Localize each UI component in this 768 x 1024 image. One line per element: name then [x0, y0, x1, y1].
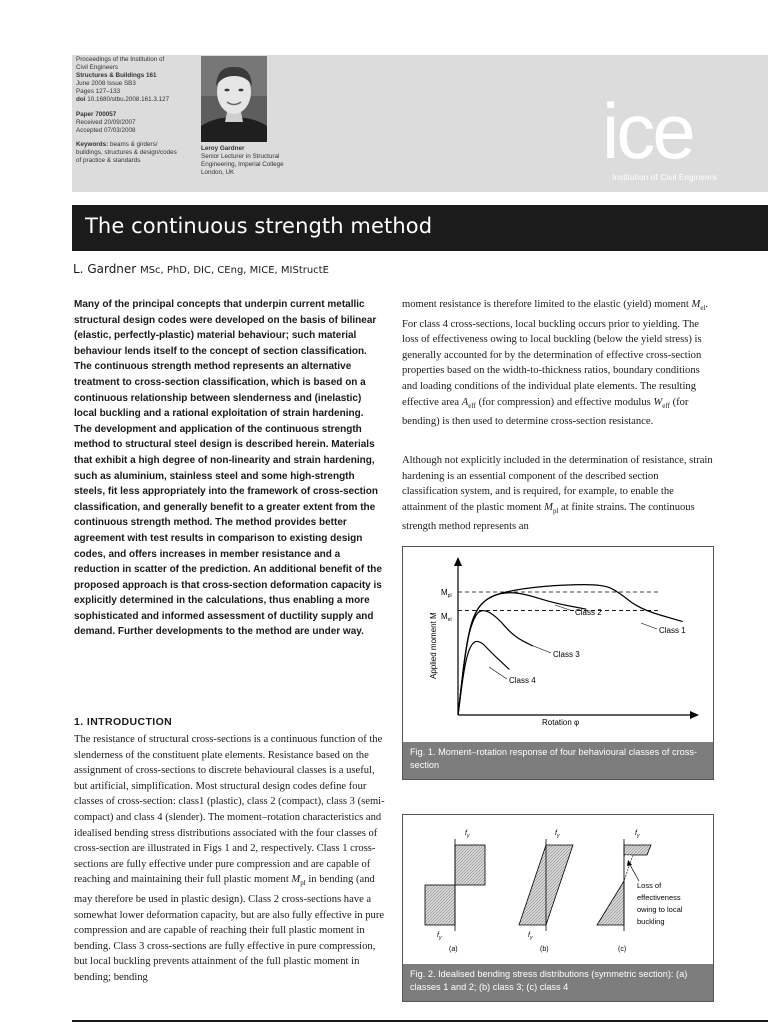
journal-line-2: Civil Engineers — [76, 64, 118, 72]
ice-logo-text: ice — [602, 88, 693, 175]
figure-1-caption: Fig. 1. Moment–rotation response of four behavioural classes of cross-section — [403, 742, 713, 779]
doi — [76, 96, 196, 104]
figure-2 — [402, 814, 714, 1002]
sub-label-b: (b) — [540, 946, 549, 953]
author-line — [73, 262, 329, 276]
doi-label: doi — [76, 96, 86, 104]
issue: June 2008 Issue SB3 — [76, 80, 136, 88]
fy-label-b-top: $f_y$ — [555, 830, 560, 839]
title-bar — [72, 205, 768, 251]
annotation-line-4: buckling — [637, 917, 665, 926]
mpl-label: $M_{pl}$ — [441, 588, 452, 599]
author-box — [201, 145, 311, 177]
sub-label-a: (a) — [449, 946, 458, 953]
author-photo — [201, 56, 267, 142]
x-axis-label: Rotation φ — [542, 718, 580, 727]
label-class-3: Class 3 — [553, 650, 580, 659]
fy-label-c-top: $f_y$ — [635, 830, 640, 839]
mel-label: $M_{el}$ — [441, 612, 452, 623]
figure-1 — [402, 546, 714, 780]
keywords-3: of practice & standards — [76, 157, 141, 165]
section-heading-introduction: 1. INTRODUCTION — [74, 716, 173, 728]
right-paragraph-2: Although not explicitly included in the determination of resistance, strain hardening is an essential component of the described section classification system, and is required, for example, to enable the attainment of the plastic moment $M_{pl}$ at finite strains. The continuous strength method represents an — [402, 455, 713, 533]
publication-meta — [76, 56, 196, 165]
label-class-2: Class 2 — [575, 608, 602, 617]
received-date: Received 20/09/2007 — [76, 118, 136, 126]
leader-class-4 — [489, 667, 507, 679]
leader-class-3 — [531, 645, 551, 653]
label-class-4: Class 4 — [509, 676, 536, 685]
keywords-1: beams & girders/ — [109, 140, 158, 148]
doi-value[interactable]: 10.1680/stbu.2008.161.3.127 — [87, 96, 170, 104]
fy-label-a-bottom: $f_y$ — [437, 932, 442, 941]
paper-number: Paper 700057 — [76, 110, 117, 118]
label-class-1: Class 1 — [659, 626, 686, 635]
stress-block-b — [519, 839, 573, 931]
figure-2-caption: Fig. 2. Idealised bending stress distributions (symmetric section): (a) classes 1 and 2; (b) class 3; (c) class 4 — [403, 964, 713, 1001]
annotation-line-1: Loss of — [637, 881, 662, 890]
curve-class-3 — [458, 611, 533, 715]
y-axis-label: Applied moment M — [429, 612, 438, 679]
author-box-location: London, UK — [201, 169, 235, 177]
pages: Pages 127–133 — [76, 88, 121, 96]
annotation-line-2: effectiveness — [637, 893, 681, 902]
journal-line-1: Proceedings of the Institution of — [76, 56, 165, 63]
abstract: Many of the principal concepts that underpin current metallic structural design codes were developed on the basis of bilinear (elastic, perfectly-plastic) material behaviour; such material behaviour lends itself to the concept of section classification. The continuous strength method represents an alternative treatment to cross-section classification, which is based on a continuous relationship between slenderness and (inelastic) local buckling and a rational exploitation of strain hardening. The development and application of the continuous strength method to structural steel design is described herein. Materials that exhibit a high degree of non-linearity and strain hardening, such as aluminium, stainless steel and some high-strength steels, fit less appropriately into the framework of cross-section classification, and generally benefit to a greater extent from the continuous strength method. The method provides better agreement with test results in comparison to existing design codes, and offers increases in member resistance and a reduction in scatter of the prediction. An additional benefit of the proposed approach is that cross-section deformation capacity is explicitly determined in the calculations, thus enabling a more sophisticated and informed assessment of ductility supply and demand. Further developments to the method are under way. — [74, 299, 382, 638]
stress-distribution-diagram — [403, 815, 713, 965]
stress-block-a — [425, 839, 485, 931]
journal-name: Structures & Buildings 161 — [76, 72, 157, 80]
bottom-rule — [72, 1020, 768, 1022]
accepted-date: Accepted 07/03/2008 — [76, 126, 136, 134]
fy-label-a-top: $f_y$ — [465, 830, 470, 839]
article-title: The continuous strength method — [85, 214, 433, 238]
sub-label-c: (c) — [618, 946, 627, 953]
author-qualifications: MSc, PhD, DIC, CEng, MICE, MIStructE — [140, 265, 329, 276]
keywords-2: buildings, structures & design/codes — [76, 148, 177, 156]
author-box-name: Leroy Gardner — [201, 145, 245, 152]
annotation-line-3: owing to local — [637, 905, 683, 914]
x-axis-arrow — [690, 711, 699, 719]
y-axis-arrow — [454, 557, 462, 566]
right-paragraph-1: moment resistance is therefore limited to the elastic (yield) moment $M_{el}$. For class 4 cross-sections, local buckling occurs prior to yielding. The loss of effectiveness owing to local buckling (below the yield stress) is generally accounted for by the determination of effective cross-section properties based on the width-to-thickness ratios, boundary conditions and loading conditions of the individual plate elements. The resulting effective area $A_{eff}$ (for compression) and effective modulus $W_{eff}$ (for bending) is then used to determine cross-section resistance. — [402, 299, 709, 428]
leader-class-1 — [641, 623, 657, 629]
fy-label-b-bottom: $f_y$ — [528, 932, 533, 941]
author-box-role-1: Senior Lecturer in Structural — [201, 153, 280, 161]
keywords-label: Keywords: — [76, 140, 109, 148]
moment-rotation-chart — [403, 547, 713, 743]
author-box-role-2: Engineering, Imperial College — [201, 161, 284, 169]
ice-tagline: Institution of Civil Engineers — [612, 173, 717, 182]
introduction-paragraph: The resistance of structural cross-sections is a continuous function of the slenderness of the constituent plate elements. Resistance based on the assignment of cross-sections to discrete behavioural classes is a useful, but artificial, simplification. Most structural design codes define four classes of cross-section: class1 (plastic), class 2 (compact), class 3 (semi-compact) and class 4 (slender). The moment–rotation characteristics and idealised bending stress distributions associated with the four classes of cross-section are illustrated in Figs 1 and 2, respectively. Class 1 cross-sections are fully effective under pure compression and are capable of reaching and maintaining their full plastic moment $M_{pl}$ in bending (and may therefore be used in plastic design). Class 2 cross-sections have a somewhat lower deformation capacity, but are also fully effective in pure compression and are capable of reaching their full plastic moment in bending. Class 3 cross-sections are fully effective in pure compression, but local buckling prevents attainment of the full plastic moment in bending; bending — [74, 734, 385, 984]
author-name: L. Gardner — [73, 262, 137, 276]
keywords — [76, 141, 196, 149]
